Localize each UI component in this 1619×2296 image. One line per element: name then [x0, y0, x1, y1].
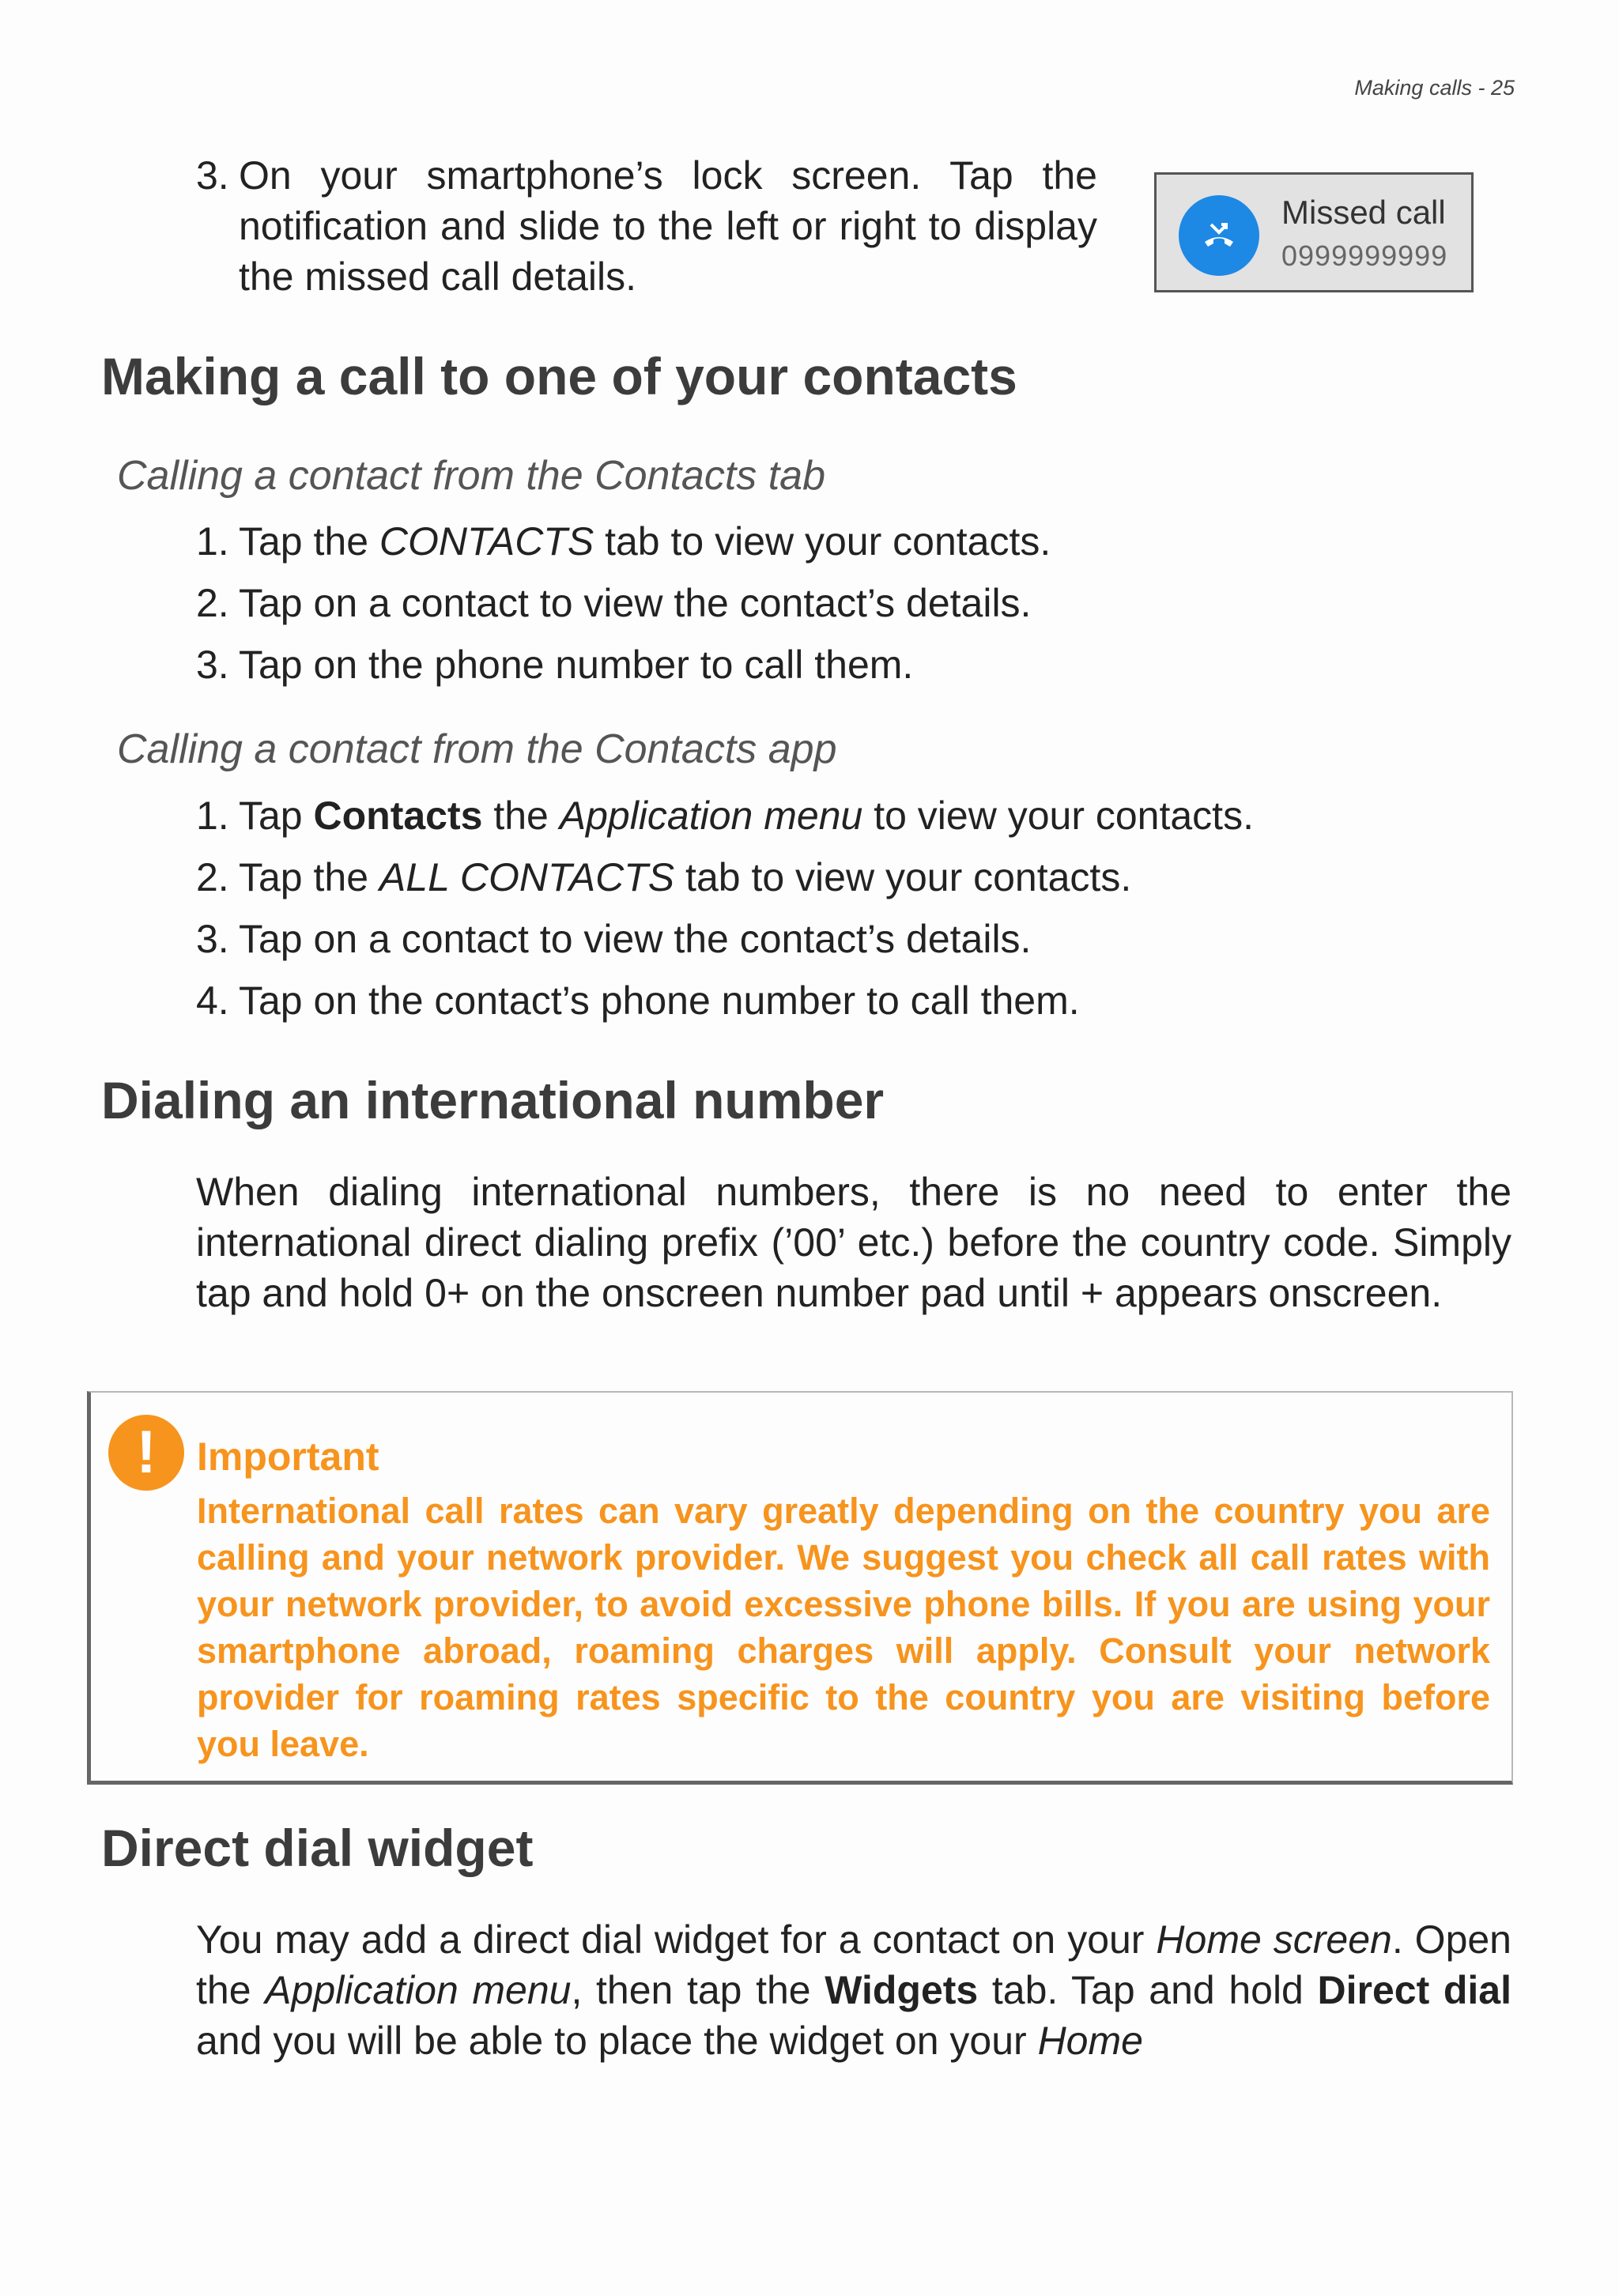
subsection-title-contacts-app: Calling a contact from the Contacts app: [117, 726, 837, 772]
steps-contacts-app: [196, 785, 1254, 1031]
step-number: 3.: [196, 153, 229, 198]
page-header: Making calls - 25: [1354, 76, 1515, 100]
notification-number: 0999999999: [1281, 239, 1448, 272]
direct-dial-paragraph: You may add a direct dial widget for a contact on your Home screen. Open the Application menu, then tap the Widgets tab. Tap and hold Direct dial and you will be able to place the widget on your Home: [196, 1917, 1511, 2063]
list-item: 3. Tap on the phone number to call them.: [196, 643, 914, 687]
missed-call-icon: [1179, 195, 1259, 276]
important-title: Important: [197, 1435, 379, 1479]
important-text: International call rates can vary greatly depending on the country you are calling and your network provider. We suggest you check all call rates with your network provider, to avoid excessive phone bills. If you are using your smartphone abroad, roaming charges will apply. Consult your network provider for roaming rates specific to the country you are visiting before you leave.: [197, 1491, 1490, 1764]
subsection-title-contacts-tab: Calling a contact from the Contacts tab: [117, 453, 826, 499]
exclamation-icon: !: [108, 1415, 184, 1491]
international-paragraph: When dialing international numbers, there is no need to enter the international direct dialing prefix (’00’ etc.) before the country code. Simply tap and hold 0+ on the onscreen number pad until + appears onscreen.: [196, 1170, 1511, 1315]
steps-contacts-tab: [196, 511, 1051, 696]
intro-step: [196, 150, 1097, 302]
list-item: 1. Tap the CONTACTS tab to view your contacts.: [196, 519, 1051, 564]
list-item: 1. Tap Contacts the Application menu to view your contacts.: [196, 794, 1254, 838]
list-item: 2. Tap on a contact to view the contact’s details.: [196, 581, 1032, 625]
important-notice: [87, 1391, 1513, 1785]
step-text: On your smartphone’s lock screen. Tap the notification and slide to the left or right to display the missed call details.: [239, 153, 1097, 299]
section-title-international: Dialing an international number: [101, 1071, 885, 1129]
section-title-contacts: Making a call to one of your contacts: [101, 347, 1017, 405]
list-item: 4. Tap on the contact’s phone number to call them.: [196, 978, 1080, 1023]
notification-title: Missed call: [1281, 194, 1446, 231]
list-item: 2. Tap the ALL CONTACTS tab to view your contacts.: [196, 855, 1132, 899]
section-title-direct-dial: Direct dial widget: [101, 1819, 534, 1877]
missed-call-notification: [1154, 172, 1474, 292]
list-item: 3. Tap on a contact to view the contact’s details.: [196, 917, 1032, 961]
